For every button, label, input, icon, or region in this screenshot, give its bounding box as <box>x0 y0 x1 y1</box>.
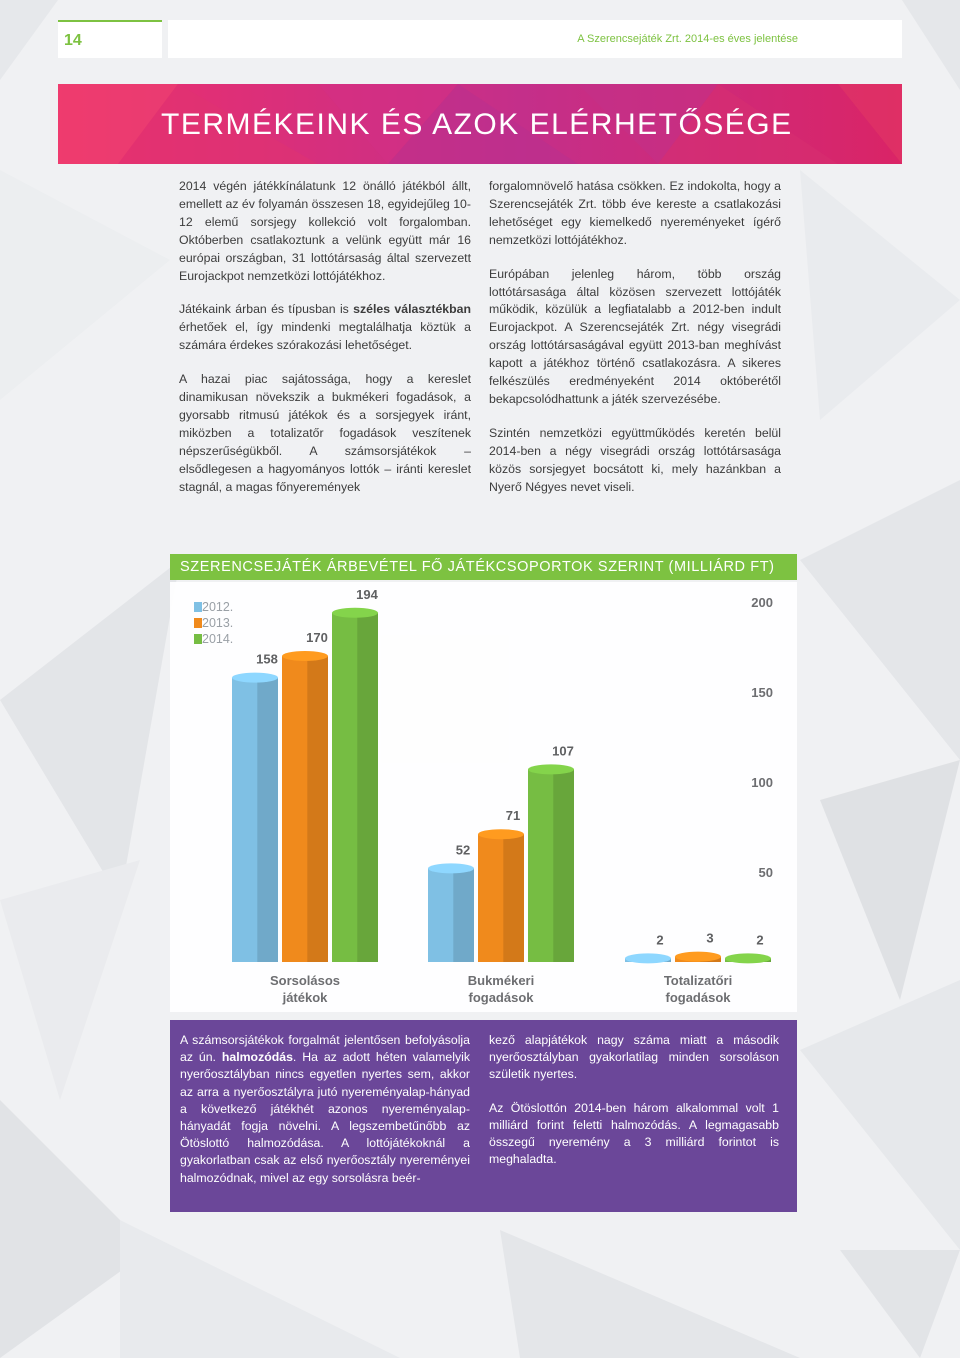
paragraph: Európában jelenleg három, több ország lottótársasága által közösen szervezett lottójáték működik, közülük a legfiatalabb a 2012-ben indult Eurojackpot. A Szerencsejáték Zrt. négy visegrádi ország lottótársaságával együtt 2013-ban meghívást kapott a játékhoz történő csatlakozásra. A sikeres felkészülés eredményeként 2014 októberétől bekapcsolódhattunk a játék szervezésébe. <box>489 266 781 406</box>
paragraph: kező alapjátékok nagy száma miatt a második nyerőosztályban gyakorlatilag minden sorsoláson születik nyertes. <box>489 1033 779 1082</box>
paragraph-text: érhetőek el, így mindenki megtalálhatja köztük a számára érdekes szórakozási lehetőséget. <box>179 320 471 353</box>
legend-label: 2013. <box>202 616 234 630</box>
data-label: 158 <box>256 651 278 667</box>
category-label: Sorsolásos játékok <box>269 973 341 1005</box>
bar-shade <box>453 868 474 962</box>
bar-cap <box>478 829 524 839</box>
y-tick-label: 150 <box>751 685 773 700</box>
page-number-box <box>58 20 162 58</box>
legend-item <box>194 616 233 632</box>
paragraph: Az Ötöslottón 2014-ben három alkalommal volt 1 milliárd forint feletti halmozódás. A legmagasabb összegű nyeremény a 3 milliárd forintot is meghaladta. <box>489 1100 779 1167</box>
bar-shade <box>307 656 328 962</box>
section-title: TERMÉKEINK ÉS AZOK ELÉRHETŐSÉGE <box>161 108 793 141</box>
legend-label: 2012. <box>202 600 234 614</box>
bold-phrase: halmozódás <box>221 1050 293 1065</box>
bar-cap <box>675 952 721 962</box>
report-title: A Szerencsejáték Zrt. 2014-es éves jelentése <box>577 33 798 45</box>
paragraph <box>179 301 471 355</box>
legend-item <box>194 600 233 616</box>
bar-cap <box>725 953 771 963</box>
chart-title-bar <box>170 554 797 580</box>
category-label: Bukmékeri fogadások <box>467 973 535 1005</box>
bold-phrase: széles választékban <box>353 302 471 317</box>
bar-cap <box>332 608 378 618</box>
chart-area <box>170 582 797 1012</box>
paragraph: forgalomnövelő hatása csökken. Ez indokolta, hogy a Szerencsejáték Zrt. több éve kereste a csatlakozási lehetőséget egy kiemelkedő nyereményeket ígérő nemzetközi lottójátékhoz. <box>489 179 781 247</box>
left-text-column <box>179 178 471 513</box>
right-text-column <box>489 178 781 513</box>
paragraph: 2014 végén játékkínálatunk 12 önálló játékból állt, emellett az év folyamán összesen 18, egyidejűleg 10-12 elemű sorsjegy kollekció volt forgalomban. Októberben csatlakoztunk a velünk együtt már 16 európai országban, 31 lottótársaság által szervezett Eurojackpot nemzetközi lottójátékhoz. <box>179 179 471 283</box>
bar-cap <box>625 953 671 963</box>
bar-shade <box>553 769 574 962</box>
data-label: 170 <box>306 630 328 645</box>
paragraph: A hazai piac sajátossága, hogy a kereslet dinamikusan növekszik a bukmékeri fogadások, a gyorsabb ritmusú játékok és a sorsjegyek iránt, miközben a totalizatőr fogadások veszítenek népszerűségükből. A számsorsjátékok – elsődlegesen a hagyományos lottók – iránti kereslet stagnál, a magas főnyeremények <box>179 372 471 494</box>
paragraph-text: A számsorsjátékok forgalmát jelentősen befolyásolja az ún. <box>180 1033 470 1065</box>
bar-shade <box>357 613 378 962</box>
category-label: Totalizatőri fogadások <box>663 973 733 1005</box>
legend-swatch <box>194 602 202 612</box>
info-right-column <box>489 1032 779 1184</box>
data-label: 2 <box>656 932 664 948</box>
data-label: 3 <box>706 930 714 946</box>
data-label: 2 <box>756 932 764 948</box>
data-label: 52 <box>455 842 471 858</box>
legend-item <box>194 632 233 648</box>
paragraph <box>180 1032 470 1187</box>
bar-cap <box>232 673 278 683</box>
data-label: 107 <box>552 743 574 759</box>
bar-cap <box>428 863 474 873</box>
y-tick-label: 200 <box>751 595 773 610</box>
data-label: 71 <box>505 808 521 824</box>
bar-shade <box>503 834 524 962</box>
bar-shade <box>257 678 278 962</box>
legend-label: 2014. <box>202 632 234 646</box>
bar-cap <box>528 764 574 774</box>
chart-title: SZERENCSEJÁTÉK ÁRBEVÉTEL FŐ JÁTÉKCSOPORTOK SZERINT (MILLIÁRD FT) <box>180 559 775 575</box>
header-bar <box>168 20 902 58</box>
y-tick-label: 100 <box>751 775 773 790</box>
bar-chart <box>170 582 797 1012</box>
info-left-column <box>180 1032 470 1203</box>
paragraph-text: Játékaink árban és típusban is <box>179 302 354 317</box>
legend-swatch <box>194 618 202 628</box>
paragraph-text: . Ha az adott héten valamelyik nyerőosztályban nincs egyetlen nyertes sem, akkor az arra a nyerőosztályra jutó nyereményalap-hányad a következő játékhét azonos nyereményalap-hányadát fogja növelni. A legszembetűnőbb az Ötöslottó halmozódása. A lottójátékoknál a gyakorlatban csak az első nyerőosztály nyereményei halmozódnak, mivel az egy sorsolásra beér- <box>180 1050 470 1185</box>
legend-swatch <box>194 634 202 644</box>
paragraph: Szintén nemzetközi együttműködés keretén belül 2014-ben a négy visegrádi ország lottótársasága közös sorsjegyet bocsátott ki, mely hazánkban a Nyerő Négyes nevet viseli. <box>489 425 781 494</box>
data-label: 194 <box>356 586 378 602</box>
y-tick-label: 50 <box>758 865 773 880</box>
info-box <box>170 1020 797 1212</box>
page-number: 14 <box>64 32 82 49</box>
bar-cap <box>282 651 328 661</box>
section-banner <box>58 84 902 164</box>
